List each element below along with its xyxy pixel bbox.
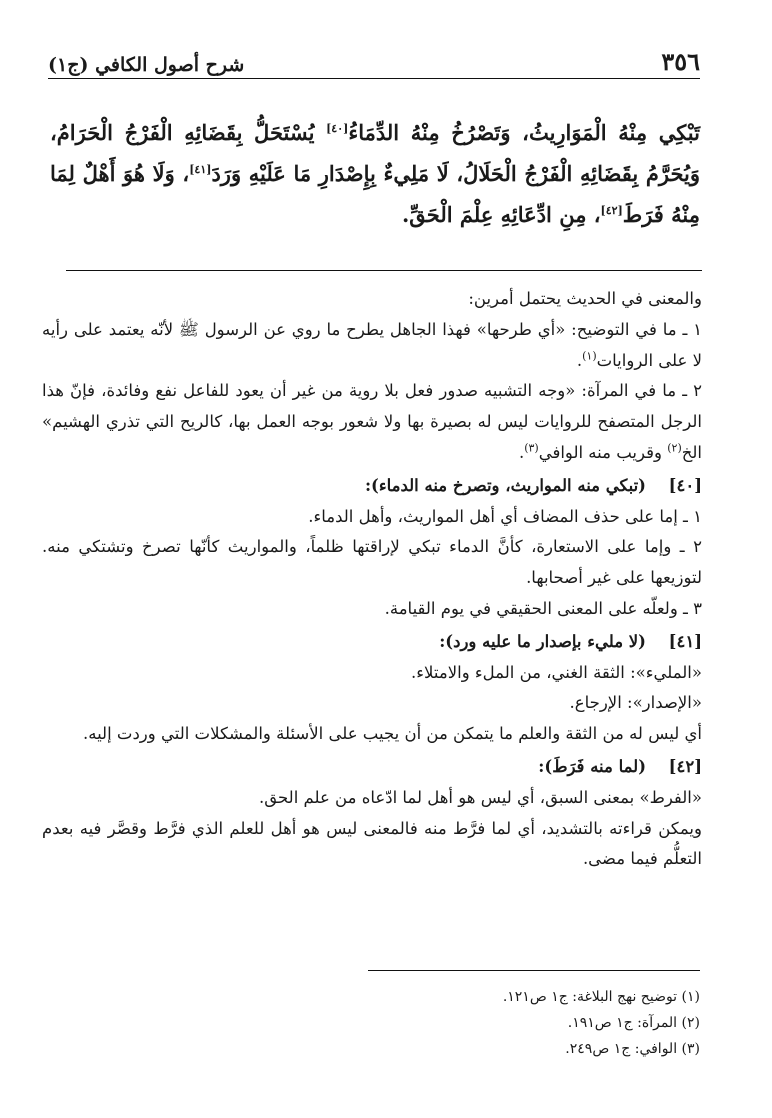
entry-line: ٢ ـ وإما على الاستعارة، كأنَّ الدماء تبكي لإراقتها ظلماً، والمواريث كأنّها تصرخ وتشتكي منه. لتوزيعها على غير أصحابها. bbox=[42, 537, 702, 588]
intro-item bbox=[42, 376, 702, 468]
entry-title: (تبكي منه المواريث، وتصرخ منه الدماء): bbox=[364, 475, 646, 495]
entry-41-heading bbox=[42, 627, 702, 658]
entry-title: (لما منه فَرَطَ): bbox=[538, 756, 646, 776]
footnote: (١) توضيح نهج البلاغة: ج١ ص١٢١. bbox=[502, 989, 700, 1005]
hadith-segment: تَبْكِي مِنْهُ الْمَوَارِيثُ، وَتَصْرُخُ مِنْهُ الدِّمَاءُ bbox=[348, 120, 700, 145]
commentary bbox=[42, 284, 702, 875]
running-title: شرح أصول الكافي (ج١) bbox=[48, 54, 245, 76]
footnote-marker: (١) bbox=[582, 349, 597, 363]
entry-number: [٤٢] bbox=[668, 756, 702, 776]
entry-line: ويمكن قراءته بالتشديد، أي لما فرَّط منه فالمعنى ليس هو أهل للعلم الذي فرَّط وقصَّر فيه بعدم التعلُّم فيما مضى. bbox=[42, 818, 702, 869]
intro-text: . bbox=[576, 350, 583, 370]
header-divider bbox=[48, 78, 700, 79]
entry-line: ٣ ـ ولعلّه على المعنى الحقيقي في يوم القيامة. bbox=[384, 598, 702, 618]
intro-text: ٢ ـ ما في المرآة: «وجه التشبيه صدور فعل بلا روية من غير أن يعود للفاعل نفع وفائدة، فإنّ هذا الرجل المتصفح للروايات ليس له بصيرة بها ولا شعور بوجه العمل بها، كالريح التي تذري الهشيم» الخ bbox=[42, 381, 702, 462]
page-header bbox=[48, 42, 700, 76]
entry-number: [٤٠] bbox=[668, 475, 702, 495]
entry-40-heading bbox=[42, 471, 702, 502]
entry-42-heading bbox=[42, 752, 702, 783]
entry-line: «الفرط» بمعنى السبق، أي ليس هو أهل لما ادّعاه من علم الحق. bbox=[259, 787, 702, 807]
hadith-divider bbox=[66, 270, 702, 271]
intro-text: وقريب منه الوافي bbox=[538, 442, 668, 462]
footnotes bbox=[300, 984, 700, 1062]
hadith-segment: يُسْتَحَلُّ بِقَضَائِهِ الْفَرْجُ الْحَرَامُ، وَيُحَرَّمُ بِقَضَائِهِ الْفَرْجُ الْحَلَالُ، لَا مَلِيءٌ بِإِصْدَارِ مَا عَلَيْهِ وَرَدَ bbox=[50, 120, 700, 186]
page-number: ٣٥٦ bbox=[661, 47, 700, 76]
hadith-text bbox=[50, 112, 700, 235]
footnote: (٣) الوافي: ج١ ص٢٤٩. bbox=[565, 1041, 700, 1057]
intro-text: . bbox=[518, 442, 525, 462]
entry-line: أي ليس له من الثقة والعلم ما يتمكن من أن يجيب على الأسئلة والمشكلات التي وردت إليه. bbox=[82, 724, 702, 744]
hadith-reference: [٤١] bbox=[189, 163, 212, 176]
footnote-marker: (٣) bbox=[524, 441, 539, 455]
footnote: (٢) المرآة: ج١ ص١٩١. bbox=[567, 1015, 700, 1031]
intro-text: ١ ـ ما في التوضيح: «أي طرحها» فهذا الجاهل يطرح ما روي عن الرسول ﷺ لأنّه يعتمد على رأيه لا على الروايات bbox=[42, 319, 702, 370]
hadith-reference: [٤٠] bbox=[326, 122, 349, 135]
hadith-reference: [٤٢] bbox=[600, 204, 623, 217]
hadith-segment: ، وَلَا هُوَ أَهْلٌ لِمَا مِنْهُ فَرَطَ bbox=[50, 161, 700, 227]
intro-item bbox=[42, 315, 702, 377]
footnote-divider bbox=[368, 970, 700, 971]
entry-line: «المليء»: الثقة الغني، من الملء والامتلاء. bbox=[411, 662, 702, 682]
hadith-segment: ، مِنِ ادِّعَائِهِ عِلْمَ الْحَقِّ. bbox=[401, 202, 601, 227]
footnote-marker: (٢) bbox=[667, 441, 682, 455]
entry-number: [٤١] bbox=[668, 631, 702, 651]
intro-heading: والمعنى في الحديث يحتمل أمرين: bbox=[468, 289, 702, 308]
entry-title: (لا مليء بإصدار ما عليه ورد): bbox=[439, 631, 646, 651]
entry-line: ١ ـ إما على حذف المضاف أي أهل المواريث، وأهل الدماء. bbox=[308, 506, 702, 526]
entry-line: «الإصدار»: الإرجاع. bbox=[569, 693, 702, 713]
